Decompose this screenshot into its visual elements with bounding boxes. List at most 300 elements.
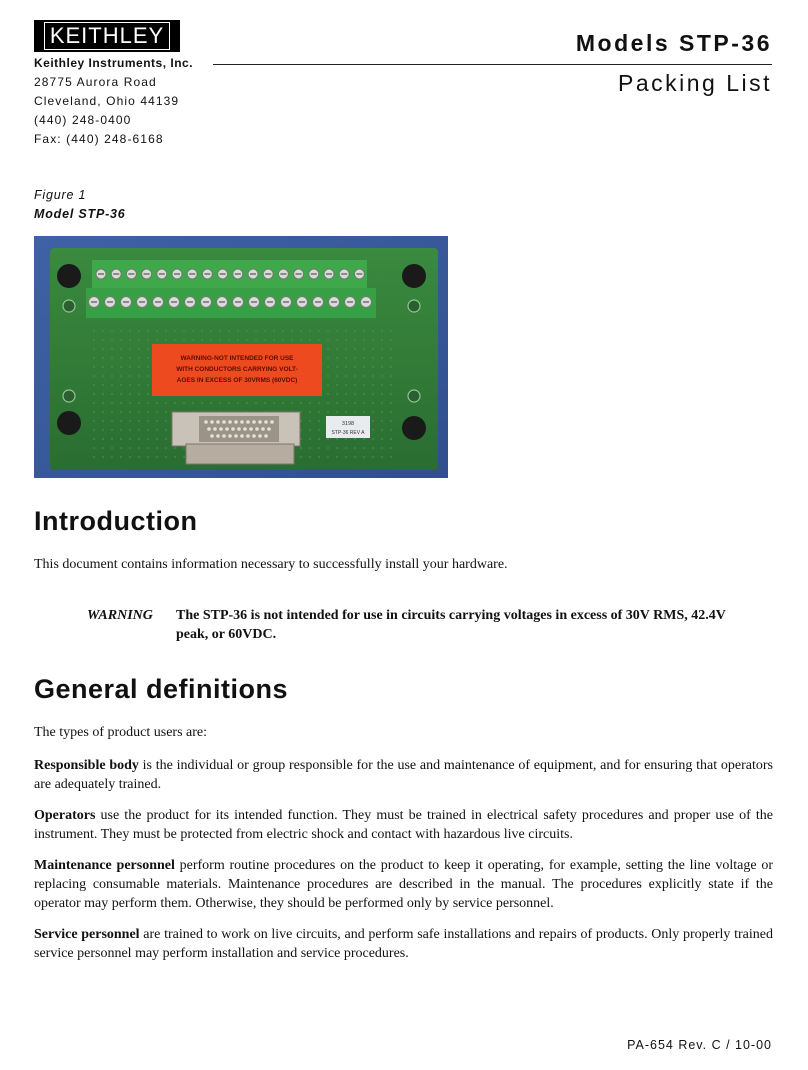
board-hole <box>93 411 95 413</box>
board-hole <box>138 438 140 440</box>
board-hole <box>237 339 239 341</box>
board-hole <box>138 384 140 386</box>
board-hole <box>102 375 104 377</box>
fax-number: Fax: (440) 248-6168 <box>34 132 164 146</box>
board-hole <box>147 375 149 377</box>
logo-text: KEITHLEY <box>44 22 170 50</box>
board-hole <box>336 411 338 413</box>
document-number: PA-654 Rev. C / 10-00 <box>627 1038 772 1052</box>
board-hole <box>102 348 104 350</box>
board-hole <box>381 411 383 413</box>
board-hole <box>354 357 356 359</box>
board-hole <box>174 447 176 449</box>
board-hole <box>327 348 329 350</box>
board-hole <box>102 447 104 449</box>
board-hole <box>246 330 248 332</box>
mount-hole <box>63 390 75 402</box>
board-hole <box>156 402 158 404</box>
board-hole <box>390 456 392 458</box>
board-hole <box>147 456 149 458</box>
board-hole <box>390 429 392 431</box>
connector-pin <box>222 434 226 438</box>
board-hole <box>318 447 320 449</box>
board-hole <box>120 456 122 458</box>
board-hole <box>93 366 95 368</box>
board-hole <box>363 384 365 386</box>
board-hole <box>210 402 212 404</box>
board-hole <box>147 357 149 359</box>
board-hole <box>129 456 131 458</box>
board-hole <box>102 384 104 386</box>
board-hole <box>93 357 95 359</box>
board-hole <box>381 447 383 449</box>
board-hole <box>327 447 329 449</box>
board-hole <box>309 402 311 404</box>
board-hole <box>120 429 122 431</box>
board-hole <box>264 330 266 332</box>
board-hole <box>111 438 113 440</box>
board-hole <box>300 447 302 449</box>
board-hole <box>381 384 383 386</box>
board-hole <box>363 411 365 413</box>
board-hole <box>111 456 113 458</box>
board-hole <box>156 438 158 440</box>
warning-text: The STP-36 is not intended for use in circuits carrying voltages in excess of 30V RMS, 42.4V peak, or 60VDC. <box>176 608 726 642</box>
board-hole <box>138 330 140 332</box>
connector-pin <box>261 427 265 431</box>
connector-pin <box>213 427 217 431</box>
definition-text: use the product for its intended function. They must be trained in electrical safety procedures and proper use of the instrument. They must be protected from electric shock and contact with hazardous live circuits. <box>34 808 773 842</box>
board-hole <box>93 330 95 332</box>
keithley-logo <box>34 20 180 52</box>
warning-sticker-line-1: WARNING-NOT INTENDED FOR USE <box>180 355 294 362</box>
board-hole <box>381 429 383 431</box>
board-hole <box>120 348 122 350</box>
board-hole <box>156 420 158 422</box>
connector-pin <box>210 434 214 438</box>
board-hole <box>264 339 266 341</box>
board-hole <box>120 339 122 341</box>
connector-pin <box>216 420 220 424</box>
warning-label: WARNING <box>87 608 153 623</box>
board-hole <box>318 420 320 422</box>
board-hole <box>300 339 302 341</box>
connector-pin <box>258 420 262 424</box>
board-hole <box>93 429 95 431</box>
board-hole <box>318 339 320 341</box>
board-hole <box>309 429 311 431</box>
board-hole <box>111 420 113 422</box>
board-hole <box>354 411 356 413</box>
board-hole <box>336 384 338 386</box>
db-connector-plug <box>186 444 294 464</box>
board-hole <box>93 438 95 440</box>
board-hole <box>93 402 95 404</box>
board-hole <box>156 447 158 449</box>
board-hole <box>282 330 284 332</box>
board-hole <box>165 438 167 440</box>
board-hole <box>336 357 338 359</box>
board-hole <box>309 330 311 332</box>
board-hole <box>390 438 392 440</box>
company-address <box>34 54 214 149</box>
board-hole <box>93 339 95 341</box>
board-hole <box>372 393 374 395</box>
board-hole <box>390 348 392 350</box>
board-hole <box>147 348 149 350</box>
definition-text: perform routine procedures on the product to keep it operating, for example, setting the line voltage or replacing consumable materials. Maintenance procedures are described in the manual. The procedures explicitly state if the operator may perform them. Otherwise, they should be performed only by service personnel. <box>34 858 773 911</box>
board-hole <box>327 375 329 377</box>
board-hole <box>138 339 140 341</box>
connector-pin <box>270 420 274 424</box>
board-hole <box>291 339 293 341</box>
board-hole <box>138 393 140 395</box>
board-hole <box>228 402 230 404</box>
board-hole <box>201 330 203 332</box>
board-hole <box>120 393 122 395</box>
board-hole <box>102 411 104 413</box>
board-hole <box>174 402 176 404</box>
board-hole <box>111 366 113 368</box>
board-hole <box>345 438 347 440</box>
board-hole <box>336 330 338 332</box>
connector-pin <box>243 427 247 431</box>
board-hole <box>336 339 338 341</box>
board-hole <box>210 339 212 341</box>
board-hole <box>219 330 221 332</box>
board-hole <box>327 330 329 332</box>
board-hole <box>129 366 131 368</box>
board-hole <box>381 366 383 368</box>
board-hole <box>363 348 365 350</box>
board-hole <box>120 330 122 332</box>
board-hole <box>129 393 131 395</box>
board-hole <box>102 402 104 404</box>
board-hole <box>183 402 185 404</box>
board-hole <box>93 348 95 350</box>
board-hole <box>372 402 374 404</box>
board-hole <box>345 339 347 341</box>
board-hole <box>237 330 239 332</box>
serial-sticker-line-2: STP-36 REV A <box>331 430 365 436</box>
mount-hole <box>408 390 420 402</box>
mounting-foot <box>57 264 81 288</box>
board-hole <box>93 393 95 395</box>
connector-pin <box>252 434 256 438</box>
board-hole <box>390 384 392 386</box>
board-hole <box>147 411 149 413</box>
serial-sticker-line-1: 3198 <box>341 421 355 427</box>
definition-service-personnel <box>34 925 773 963</box>
connector-pin <box>225 427 229 431</box>
board-hole <box>120 438 122 440</box>
board-hole <box>372 429 374 431</box>
board-hole <box>363 447 365 449</box>
board-hole <box>138 348 140 350</box>
board-hole <box>309 438 311 440</box>
board-hole <box>138 447 140 449</box>
connector-pin <box>234 420 238 424</box>
board-hole <box>372 384 374 386</box>
board-hole <box>120 420 122 422</box>
connector-pin <box>240 420 244 424</box>
board-hole <box>309 420 311 422</box>
board-hole <box>372 366 374 368</box>
board-hole <box>381 420 383 422</box>
board-hole <box>300 456 302 458</box>
board-hole <box>174 456 176 458</box>
board-hole <box>183 447 185 449</box>
board-hole <box>138 366 140 368</box>
board-hole <box>381 357 383 359</box>
board-hole <box>129 330 131 332</box>
connector-pin <box>240 434 244 438</box>
board-hole <box>363 357 365 359</box>
header-divider <box>213 64 772 65</box>
board-hole <box>390 402 392 404</box>
board-hole <box>147 393 149 395</box>
board-hole <box>381 339 383 341</box>
board-hole <box>93 447 95 449</box>
connector-pin <box>219 427 223 431</box>
board-hole <box>345 402 347 404</box>
board-hole <box>102 357 104 359</box>
board-hole <box>363 393 365 395</box>
board-hole <box>120 411 122 413</box>
board-hole <box>309 339 311 341</box>
connector-pin <box>264 420 268 424</box>
board-hole <box>183 330 185 332</box>
board-hole <box>372 330 374 332</box>
connector-pin <box>255 427 259 431</box>
user-types-intro: The types of product users are: <box>34 725 207 740</box>
definition-maintenance-personnel <box>34 856 773 913</box>
board-hole <box>354 393 356 395</box>
board-hole <box>390 330 392 332</box>
connector-pin <box>246 420 250 424</box>
board-hole <box>345 456 347 458</box>
board-hole <box>354 447 356 449</box>
connector-pin <box>267 427 271 431</box>
board-hole <box>336 447 338 449</box>
board-hole <box>354 348 356 350</box>
board-hole <box>363 330 365 332</box>
board-hole <box>363 402 365 404</box>
definition-term: Maintenance personnel <box>34 858 175 873</box>
board-hole <box>363 438 365 440</box>
board-hole <box>345 393 347 395</box>
mounting-foot <box>57 411 81 435</box>
board-hole <box>381 456 383 458</box>
board-hole <box>138 456 140 458</box>
board-hole <box>345 366 347 368</box>
board-hole <box>318 402 320 404</box>
board-hole <box>129 447 131 449</box>
board-hole <box>102 393 104 395</box>
board-hole <box>372 420 374 422</box>
board-hole <box>282 402 284 404</box>
board-hole <box>381 375 383 377</box>
board-hole <box>111 393 113 395</box>
board-hole <box>372 339 374 341</box>
board-hole <box>129 375 131 377</box>
board-hole <box>318 456 320 458</box>
connector-pin <box>228 420 232 424</box>
address-line-1: 28775 Aurora Road <box>34 75 157 89</box>
board-hole <box>165 429 167 431</box>
board-hole <box>327 339 329 341</box>
board-hole <box>201 339 203 341</box>
board-hole <box>363 456 365 458</box>
board-hole <box>138 375 140 377</box>
board-hole <box>309 447 311 449</box>
board-hole <box>120 384 122 386</box>
board-hole <box>102 420 104 422</box>
board-hole <box>129 339 131 341</box>
board-hole <box>147 420 149 422</box>
board-hole <box>345 375 347 377</box>
connector-pin <box>222 420 226 424</box>
introduction-heading: Introduction <box>34 506 198 536</box>
board-hole <box>138 411 140 413</box>
board-hole <box>345 384 347 386</box>
board-hole <box>111 447 113 449</box>
board-hole <box>372 348 374 350</box>
document-type: Packing List <box>617 70 772 96</box>
board-hole <box>309 456 311 458</box>
board-hole <box>327 402 329 404</box>
board-hole <box>111 411 113 413</box>
board-hole <box>228 339 230 341</box>
board-hole <box>201 402 203 404</box>
board-hole <box>174 339 176 341</box>
board-hole <box>165 339 167 341</box>
connector-pin <box>258 434 262 438</box>
board-hole <box>318 438 320 440</box>
warning-sticker-line-2: WITH CONDUCTORS CARRYING VOLT- <box>176 366 298 373</box>
board-hole <box>93 456 95 458</box>
board-hole <box>129 411 131 413</box>
board-hole <box>327 393 329 395</box>
board-hole <box>147 330 149 332</box>
board-hole <box>282 339 284 341</box>
mounting-foot <box>402 416 426 440</box>
product-photo <box>34 236 448 478</box>
figure-number: Figure 1 <box>34 188 87 202</box>
mounting-foot <box>402 264 426 288</box>
models-title: Models STP-36 <box>575 30 772 56</box>
board-hole <box>336 402 338 404</box>
board-hole <box>354 384 356 386</box>
connector-pin <box>210 420 214 424</box>
figure-title: Model STP-36 <box>34 207 126 221</box>
board-hole <box>273 339 275 341</box>
board-hole <box>147 366 149 368</box>
board-hole <box>138 429 140 431</box>
board-hole <box>228 330 230 332</box>
board-hole <box>327 438 329 440</box>
definition-operators <box>34 806 773 844</box>
board-hole <box>219 402 221 404</box>
board-hole <box>345 357 347 359</box>
board-hole <box>318 429 320 431</box>
board-hole <box>93 375 95 377</box>
board-hole <box>354 438 356 440</box>
board-hole <box>255 339 257 341</box>
board-hole <box>291 330 293 332</box>
board-hole <box>156 330 158 332</box>
board-hole <box>372 411 374 413</box>
board-hole <box>255 330 257 332</box>
board-hole <box>147 438 149 440</box>
board-hole <box>138 420 140 422</box>
introduction-text: This document contains information necessary to successfully install your hardware. <box>34 557 508 572</box>
board-hole <box>147 429 149 431</box>
definition-responsible-body <box>34 756 773 794</box>
board-hole <box>372 456 374 458</box>
definition-term: Operators <box>34 808 96 823</box>
board-hole <box>264 402 266 404</box>
connector-pin <box>264 434 268 438</box>
board-hole <box>273 402 275 404</box>
board-hole <box>390 420 392 422</box>
board-hole <box>93 420 95 422</box>
board-hole <box>345 447 347 449</box>
board-hole <box>165 456 167 458</box>
connector-pin <box>228 434 232 438</box>
board-hole <box>345 330 347 332</box>
board-hole <box>138 402 140 404</box>
board-hole <box>93 384 95 386</box>
board-hole <box>390 411 392 413</box>
board-hole <box>390 357 392 359</box>
board-hole <box>300 330 302 332</box>
board-hole <box>318 330 320 332</box>
board-hole <box>336 375 338 377</box>
board-hole <box>111 375 113 377</box>
board-hole <box>165 402 167 404</box>
board-hole <box>381 348 383 350</box>
board-hole <box>129 348 131 350</box>
board-hole <box>327 411 329 413</box>
address-line-2: Cleveland, Ohio 44139 <box>34 94 180 108</box>
board-hole <box>156 456 158 458</box>
connector-pin <box>252 420 256 424</box>
board-hole <box>354 456 356 458</box>
board-hole <box>327 384 329 386</box>
board-hole <box>219 339 221 341</box>
board-hole <box>192 339 194 341</box>
connector-pin <box>204 420 208 424</box>
board-hole <box>390 366 392 368</box>
board-hole <box>318 411 320 413</box>
mount-hole <box>408 300 420 312</box>
board-hole <box>129 429 131 431</box>
board-hole <box>354 330 356 332</box>
board-hole <box>246 339 248 341</box>
board-hole <box>390 339 392 341</box>
board-hole <box>354 402 356 404</box>
connector-pin <box>234 434 238 438</box>
board-hole <box>336 456 338 458</box>
board-hole <box>111 330 113 332</box>
board-hole <box>147 402 149 404</box>
board-hole <box>192 402 194 404</box>
board-hole <box>111 402 113 404</box>
board-hole <box>327 357 329 359</box>
board-hole <box>192 330 194 332</box>
board-hole <box>210 330 212 332</box>
